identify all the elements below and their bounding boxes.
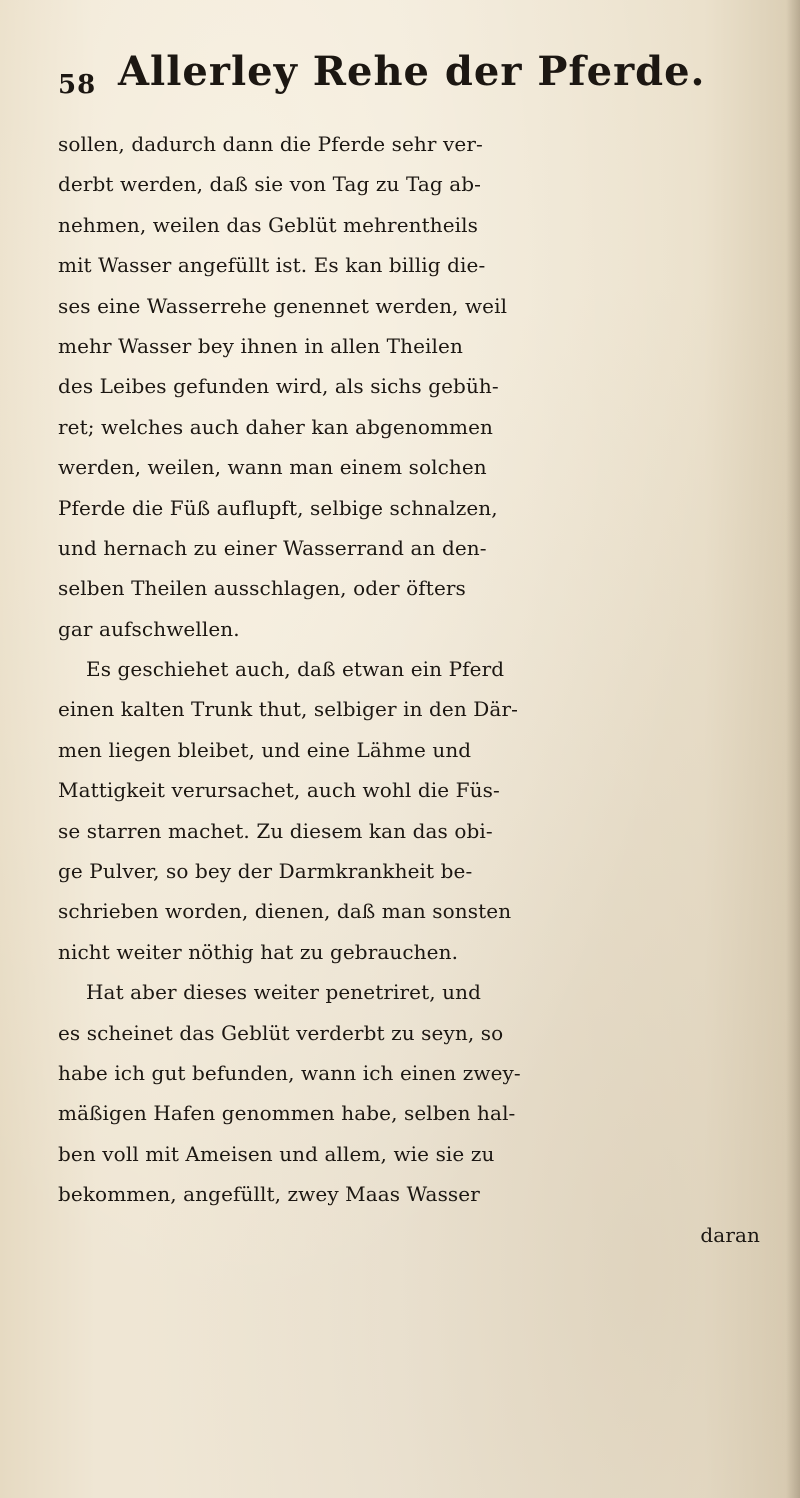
text-line: men liegen bleibet, und eine Lähme und bbox=[58, 737, 472, 762]
body-text bbox=[58, 124, 770, 1255]
running-title: Allerley Rehe der Pferde. bbox=[118, 48, 706, 95]
page-header bbox=[50, 42, 750, 104]
text-line: und hernach zu einer Wasserrand an den- bbox=[58, 535, 487, 560]
text-line: mehr Wasser bey ihnen in allen Theilen bbox=[58, 333, 463, 358]
text-line: ge Pulver, so bey der Darmkrankheit be- bbox=[58, 859, 473, 884]
page-number: 58 bbox=[58, 70, 97, 100]
text-line: derbt werden, daß sie von Tag zu Tag ab- bbox=[58, 172, 482, 197]
text-line: ben voll mit Ameisen und allem, wie sie zu bbox=[58, 1141, 495, 1166]
text-line: des Leibes gefunden wird, als sichs gebüh- bbox=[58, 374, 499, 399]
text-line: nehmen, weilen das Geblüt mehrentheils bbox=[58, 212, 479, 237]
text-line: einen kalten Trunk thut, selbiger in den Där- bbox=[58, 697, 518, 722]
text-line: Pferde die Füß auflupft, selbige schnalzen, bbox=[58, 495, 498, 520]
text-line: mit Wasser angefüllt ist. Es kan billig die- bbox=[58, 253, 486, 278]
text-line: Mattigkeit verursachet, auch wohl die Füs- bbox=[58, 778, 500, 803]
page-edge-shadow bbox=[786, 0, 800, 1498]
paragraph-start-line: Hat aber dieses weiter penetriret, und bbox=[86, 980, 482, 1005]
text-line: schrieben worden, dienen, daß man sonsten bbox=[58, 899, 512, 924]
text-line: selben Theilen ausschlagen, oder öfters bbox=[58, 576, 466, 601]
text-line: bekommen, angefüllt, zwey Maas Wasser bbox=[58, 1182, 480, 1207]
text-line: habe ich gut befunden, wann ich einen zwey- bbox=[58, 1060, 521, 1085]
text-line: werden, weilen, wann man einem solchen bbox=[58, 455, 487, 480]
text-line: gar aufschwellen. bbox=[58, 616, 240, 641]
paragraph-start-line: Es geschiehet auch, daß etwan ein Pferd bbox=[86, 657, 505, 682]
catchword: daran bbox=[700, 1222, 760, 1247]
text-line: ret; welches auch daher kan abgenommen bbox=[58, 414, 494, 439]
text-line: es scheinet das Geblüt verderbt zu seyn, so bbox=[58, 1020, 504, 1045]
text-line: ses eine Wasserrehe genennet werden, weil bbox=[58, 293, 508, 318]
text-line: nicht weiter nöthig hat zu gebrauchen. bbox=[58, 939, 459, 964]
text-line: se starren machet. Zu diesem kan das obi- bbox=[58, 818, 493, 843]
text-line: mäßigen Hafen genommen habe, selben hal- bbox=[58, 1101, 516, 1126]
text-line: sollen, dadurch dann die Pferde sehr ver- bbox=[58, 132, 483, 156]
